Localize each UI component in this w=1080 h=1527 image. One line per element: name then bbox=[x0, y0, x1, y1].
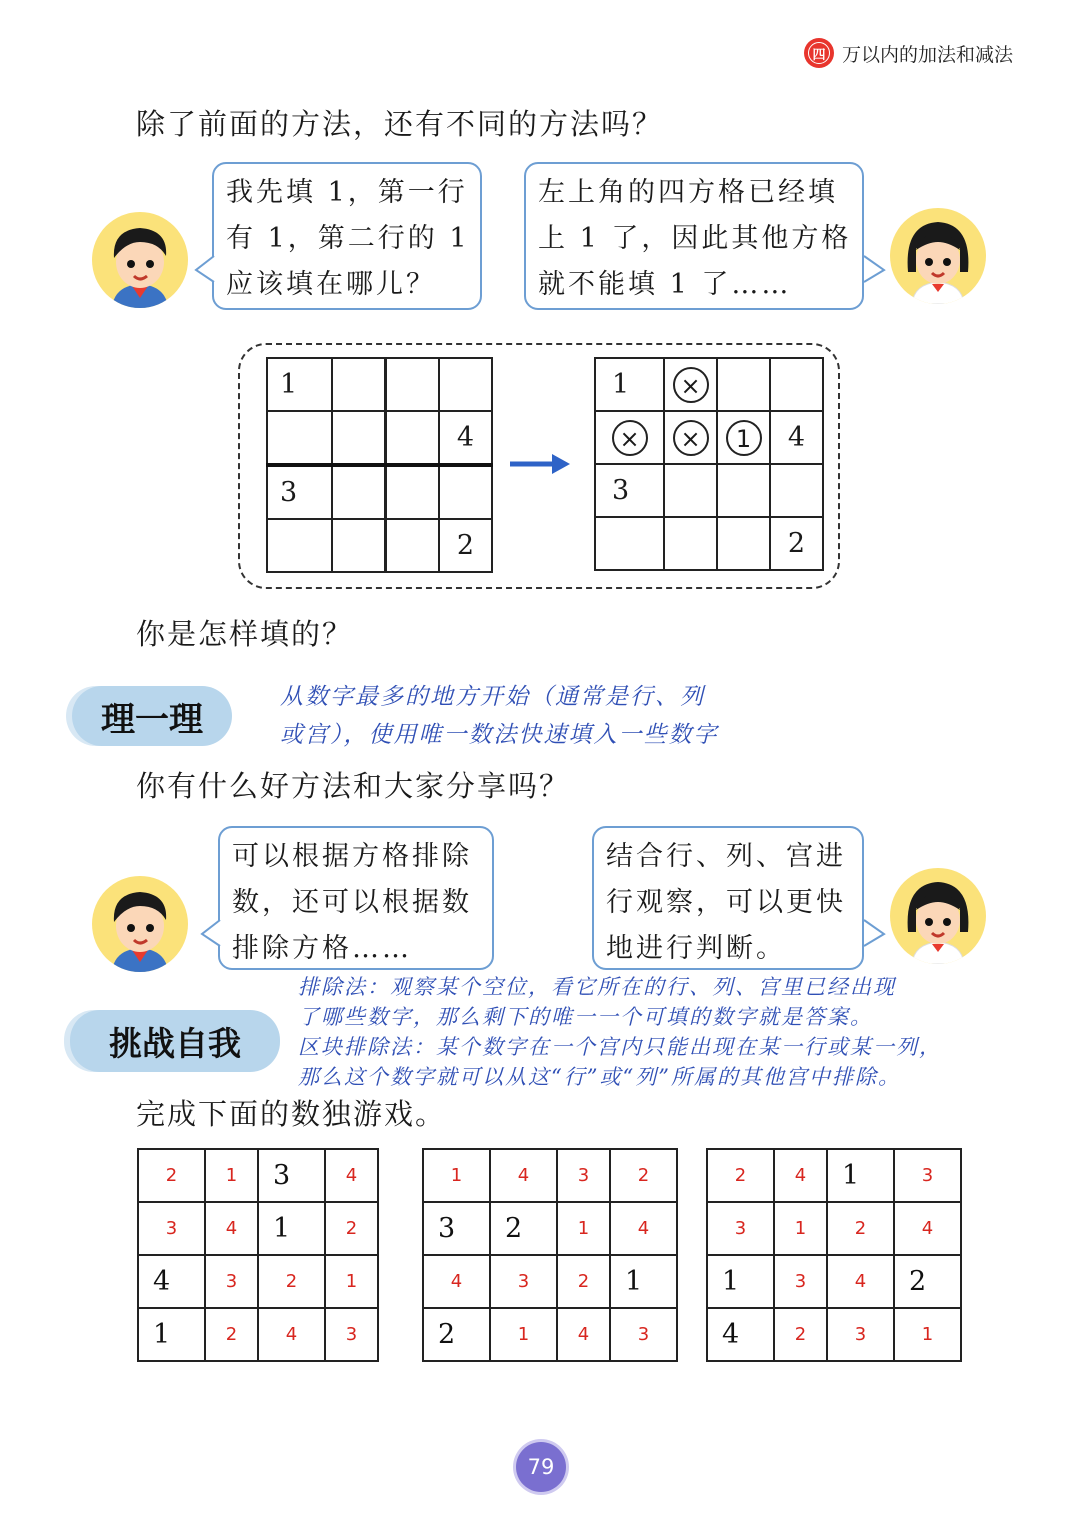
grid-cell bbox=[595, 517, 664, 570]
grid-row bbox=[267, 358, 492, 411]
grid-row bbox=[595, 464, 823, 517]
filled-digit-cell: 4 bbox=[423, 1255, 490, 1308]
filled-digit-cell: 3 bbox=[557, 1149, 610, 1202]
filled-digit-cell: 3 bbox=[205, 1255, 258, 1308]
filled-digit-cell: 4 bbox=[557, 1308, 610, 1361]
arrow-right-icon bbox=[508, 452, 572, 476]
filled-digit-cell: 1 bbox=[423, 1149, 490, 1202]
grid-row bbox=[707, 1255, 961, 1308]
demo-grid-right bbox=[594, 357, 824, 571]
grid-cell bbox=[332, 519, 386, 572]
grid-cell bbox=[332, 358, 386, 411]
grid-row bbox=[595, 358, 823, 411]
bubble-line: 有 1，第二行的 1 bbox=[226, 223, 470, 254]
sudoku-grid-1 bbox=[137, 1148, 379, 1362]
filled-digit-cell: 2 bbox=[774, 1308, 827, 1361]
girl-avatar-icon bbox=[890, 868, 986, 964]
grid-row bbox=[267, 411, 492, 465]
note-line: 排除法：观察某个空位，看它所在的行、列、宫里已经出现 bbox=[298, 975, 896, 999]
grid-row bbox=[138, 1255, 378, 1308]
question-1: 除了前面的方法，还有不同的方法吗？ bbox=[136, 107, 664, 141]
filled-digit-cell: 2 bbox=[610, 1149, 677, 1202]
grid-cell bbox=[439, 358, 492, 411]
filled-digit-cell: 4 bbox=[827, 1255, 894, 1308]
speech-bubble-boy-1 bbox=[212, 162, 482, 310]
filled-digit-cell: 2 bbox=[827, 1202, 894, 1255]
filled-digit-cell: 4 bbox=[610, 1202, 677, 1255]
bubble-tail-icon bbox=[862, 254, 886, 284]
given-digit-cell: 4 bbox=[138, 1255, 205, 1308]
grid-cell bbox=[267, 411, 332, 465]
bubble-line: 上 1 了，因此其他方格 bbox=[538, 223, 852, 254]
filled-digit-cell: 1 bbox=[490, 1308, 557, 1361]
grid-cell bbox=[386, 411, 440, 465]
grid-cell bbox=[664, 358, 717, 411]
grid-cell bbox=[664, 464, 717, 517]
grid-row bbox=[707, 1149, 961, 1202]
given-digit-cell: 2 bbox=[894, 1255, 961, 1308]
grid-cell bbox=[595, 411, 664, 464]
grid-cell: 2 bbox=[439, 519, 492, 572]
grid-cell: 4 bbox=[770, 411, 823, 464]
grid-row bbox=[595, 517, 823, 570]
given-digit-cell: 2 bbox=[490, 1202, 557, 1255]
filled-digit-cell: 4 bbox=[325, 1149, 378, 1202]
filled-digit-cell: 3 bbox=[707, 1202, 774, 1255]
grid-cell bbox=[332, 411, 386, 465]
chapter-title: 万以内的加法和减法 bbox=[842, 44, 1014, 66]
given-digit-cell: 1 bbox=[610, 1255, 677, 1308]
grid-cell: 1 bbox=[595, 358, 664, 411]
circled-cross-icon: × bbox=[673, 420, 709, 456]
filled-digit-cell: 3 bbox=[325, 1308, 378, 1361]
grid-row bbox=[423, 1255, 677, 1308]
grid-cell bbox=[386, 465, 440, 519]
filled-digit-cell: 2 bbox=[258, 1255, 325, 1308]
bubble-tail-icon bbox=[194, 254, 216, 284]
sudoku-grid-3 bbox=[706, 1148, 962, 1362]
filled-digit-cell: 3 bbox=[138, 1202, 205, 1255]
filled-digit-cell: 1 bbox=[205, 1149, 258, 1202]
boy-avatar-icon bbox=[92, 876, 188, 972]
filled-digit-cell: 4 bbox=[894, 1202, 961, 1255]
section-tag-summary: 理一理 bbox=[72, 686, 232, 746]
filled-digit-cell: 2 bbox=[205, 1308, 258, 1361]
grid-cell bbox=[386, 519, 440, 572]
given-digit-cell: 3 bbox=[258, 1149, 325, 1202]
grid-row bbox=[595, 411, 823, 464]
bubble-line: 数，还可以根据数 bbox=[232, 887, 472, 918]
bubble-line: 应该填在哪儿？ bbox=[226, 269, 436, 300]
given-digit-cell: 1 bbox=[827, 1149, 894, 1202]
bubble-line: 就不能填 1 了…… bbox=[538, 269, 792, 300]
grid-row bbox=[423, 1308, 677, 1361]
grid-cell bbox=[386, 358, 440, 411]
filled-digit-cell: 3 bbox=[490, 1255, 557, 1308]
grid-cell bbox=[717, 358, 770, 411]
filled-digit-cell: 2 bbox=[138, 1149, 205, 1202]
filled-digit-cell: 4 bbox=[490, 1149, 557, 1202]
question-2: 你是怎样填的？ bbox=[136, 617, 354, 651]
note-line: 从数字最多的地方开始（通常是行、列 bbox=[280, 684, 705, 710]
grid-cell: 3 bbox=[595, 464, 664, 517]
grid-row bbox=[267, 519, 492, 572]
bubble-line: 左上角的四方格已经填 bbox=[538, 177, 838, 208]
bubble-line: 结合行、列、宫进 bbox=[606, 841, 846, 872]
demo-grid-left bbox=[266, 357, 493, 573]
grid-cell bbox=[267, 519, 332, 572]
handwritten-note-1 bbox=[280, 678, 719, 754]
boy-avatar-icon bbox=[92, 212, 188, 308]
note-line: 区块排除法：某个数字在一个宫内只能出现在某一行或某一列， bbox=[298, 1035, 942, 1059]
given-digit-cell: 1 bbox=[707, 1255, 774, 1308]
handwritten-note-2 bbox=[298, 972, 942, 1092]
grid-row bbox=[423, 1149, 677, 1202]
girl-avatar-icon bbox=[890, 208, 986, 304]
filled-digit-cell: 2 bbox=[707, 1149, 774, 1202]
bubble-line: 我先填 1，第一行 bbox=[226, 177, 468, 208]
grid-cell bbox=[664, 517, 717, 570]
grid-cell bbox=[770, 464, 823, 517]
speech-bubble-girl-2 bbox=[592, 826, 864, 970]
grid-row bbox=[138, 1149, 378, 1202]
given-digit-cell: 1 bbox=[258, 1202, 325, 1255]
grid-row bbox=[423, 1202, 677, 1255]
bubble-line: 排除方格…… bbox=[232, 933, 412, 964]
given-digit-cell: 3 bbox=[423, 1202, 490, 1255]
chapter-badge: 四 bbox=[804, 38, 834, 68]
grid-cell bbox=[664, 411, 717, 464]
grid-cell bbox=[717, 411, 770, 464]
bubble-line: 行观察，可以更快 bbox=[606, 887, 846, 918]
grid-row bbox=[138, 1202, 378, 1255]
note-line: 或宫），使用唯一数法快速填入一些数字 bbox=[280, 722, 719, 748]
speech-bubble-boy-2 bbox=[218, 826, 494, 970]
grid-row bbox=[138, 1308, 378, 1361]
grid-cell: 4 bbox=[439, 411, 492, 465]
filled-digit-cell: 1 bbox=[325, 1255, 378, 1308]
filled-digit-cell: 3 bbox=[894, 1149, 961, 1202]
sudoku-grid-2 bbox=[422, 1148, 678, 1362]
grid-cell bbox=[717, 517, 770, 570]
filled-digit-cell: 3 bbox=[774, 1255, 827, 1308]
filled-digit-cell: 2 bbox=[557, 1255, 610, 1308]
circled-cross-icon: × bbox=[673, 367, 709, 403]
note-line: 那么这个数字就可以从这“行”或“列”所属的其他宫中排除。 bbox=[298, 1065, 901, 1089]
page-number: 79 bbox=[516, 1442, 566, 1492]
bubble-line: 可以根据方格排除 bbox=[232, 841, 472, 872]
bubble-tail-icon bbox=[862, 918, 886, 948]
given-digit-cell: 2 bbox=[423, 1308, 490, 1361]
filled-digit-cell: 4 bbox=[205, 1202, 258, 1255]
grid-row bbox=[267, 465, 492, 519]
filled-digit-cell: 4 bbox=[774, 1149, 827, 1202]
grid-cell bbox=[439, 465, 492, 519]
circled-cross-icon: × bbox=[612, 420, 648, 456]
bubble-line: 地进行判断。 bbox=[606, 933, 786, 964]
filled-digit-cell: 3 bbox=[827, 1308, 894, 1361]
grid-cell bbox=[717, 464, 770, 517]
grid-row bbox=[707, 1308, 961, 1361]
filled-digit-cell: 3 bbox=[610, 1308, 677, 1361]
speech-bubble-girl-1 bbox=[524, 162, 864, 310]
note-line: 了哪些数字，那么剩下的唯一一个可填的数字就是答案。 bbox=[298, 1005, 873, 1029]
given-digit-cell: 1 bbox=[138, 1308, 205, 1361]
task-text: 完成下面的数独游戏。 bbox=[136, 1097, 447, 1131]
bubble-tail-icon bbox=[200, 918, 222, 948]
section-tag-challenge: 挑战自我 bbox=[70, 1010, 280, 1072]
grid-row bbox=[707, 1202, 961, 1255]
filled-digit-cell: 1 bbox=[557, 1202, 610, 1255]
filled-digit-cell: 1 bbox=[894, 1308, 961, 1361]
grid-cell: 3 bbox=[267, 465, 332, 519]
grid-cell: 2 bbox=[770, 517, 823, 570]
grid-cell: 1 bbox=[267, 358, 332, 411]
circled-number: 1 bbox=[726, 420, 762, 456]
grid-cell bbox=[770, 358, 823, 411]
filled-digit-cell: 2 bbox=[325, 1202, 378, 1255]
given-digit-cell: 4 bbox=[707, 1308, 774, 1361]
grid-cell bbox=[332, 465, 386, 519]
filled-digit-cell: 1 bbox=[774, 1202, 827, 1255]
filled-digit-cell: 4 bbox=[258, 1308, 325, 1361]
question-3: 你有什么好方法和大家分享吗？ bbox=[136, 769, 571, 803]
